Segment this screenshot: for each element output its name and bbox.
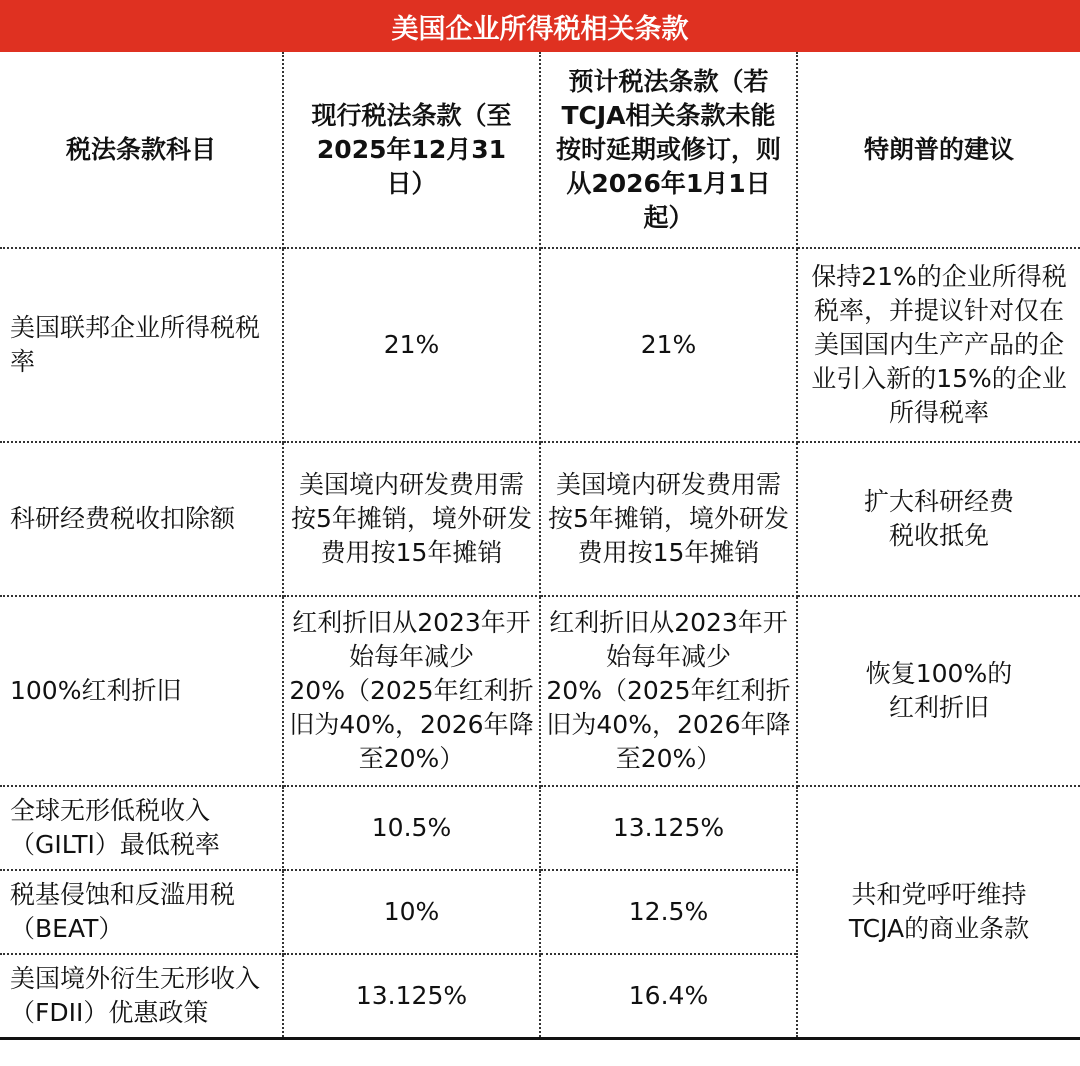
header-current: 现行税法条款（至2025年12月31日）: [283, 52, 540, 248]
header-item: 税法条款科目: [0, 52, 283, 248]
row-expected: 13.125%: [540, 786, 797, 870]
row-current: 21%: [283, 248, 540, 442]
row-expected: 21%: [540, 248, 797, 442]
row-item: 美国联邦企业所得税税率: [0, 248, 283, 442]
row-current: 13.125%: [283, 954, 540, 1038]
row-current: 红利折旧从2023年开始每年减少20%（2025年红利折旧为40%，2026年降至20%）: [283, 596, 540, 786]
row-proposal: 恢复100%的红利折旧: [797, 596, 1080, 786]
row-expected: 美国境内研发费用需按5年摊销，境外研发费用按15年摊销: [540, 442, 797, 596]
row-item: 全球无形低税收入（GILTI）最低税率: [0, 786, 283, 870]
header-expected: 预计税法条款（若TCJA相关条款未能按时延期或修订，则从2026年1月1日起）: [540, 52, 797, 248]
row-current: 10%: [283, 870, 540, 954]
row-expected: 红利折旧从2023年开始每年减少20%（2025年红利折旧为40%，2026年降至20%）: [540, 596, 797, 786]
row-item: 税基侵蚀和反滥用税（BEAT）: [0, 870, 283, 954]
header-row: [0, 52, 1080, 248]
merged-proposal: 共和党呼吁维持TCJA的商业条款: [797, 786, 1080, 1038]
row-proposal: 保持21%的企业所得税税率，并提议针对仅在美国国内生产产品的企业引入新的15%的企业所得税率: [797, 248, 1080, 442]
row-current: 美国境内研发费用需按5年摊销，境外研发费用按15年摊销: [283, 442, 540, 596]
row-expected: 12.5%: [540, 870, 797, 954]
table-row: [0, 596, 1080, 786]
header-proposal: 特朗普的建议: [797, 52, 1080, 248]
row-item: 科研经费税收扣除额: [0, 442, 283, 596]
row-expected: 16.4%: [540, 954, 797, 1038]
row-item: 美国境外衍生无形收入（FDII）优惠政策: [0, 954, 283, 1038]
tax-table: [0, 52, 1080, 1040]
table-title: 美国企业所得税相关条款: [0, 0, 1080, 52]
row-proposal: 扩大科研经费税收抵免: [797, 442, 1080, 596]
table-row: [0, 248, 1080, 442]
table-row: [0, 442, 1080, 596]
table-row: [0, 786, 1080, 870]
row-current: 10.5%: [283, 786, 540, 870]
row-item: 100%红利折旧: [0, 596, 283, 786]
